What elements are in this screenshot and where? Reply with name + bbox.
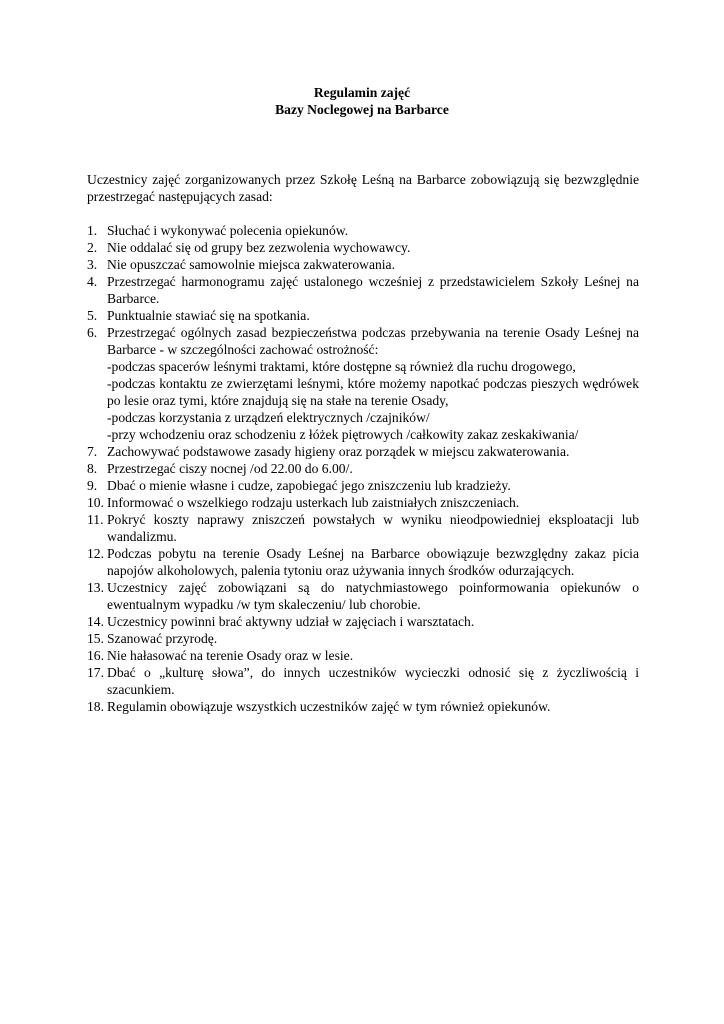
rule-subitem: -podczas kontaktu ze zwierzętami leśnymi, które możemy napotkać podczas pieszych wędrówek po lesie oraz tymi, które znajdują się na stałe na terenie Osady, bbox=[107, 376, 639, 408]
rule-subitem: -podczas korzystania z urządzeń elektrycznych /czajników/ bbox=[107, 410, 430, 425]
rule-number: 2. bbox=[87, 240, 98, 255]
rule-text: Słuchać i wykonywać polecenia opiekunów. bbox=[107, 223, 349, 238]
rule-item bbox=[87, 443, 639, 460]
rule-item bbox=[87, 273, 639, 307]
rule-text: Punktualnie stawiać się na spotkania. bbox=[107, 308, 310, 323]
rule-subitem: -podczas spacerów leśnymi traktami, które dostępne są również dla ruchu drogowego, bbox=[107, 359, 576, 374]
rule-text: Uczestnicy zajęć zobowiązani są do natychmiastowego poinformowania opiekunów o ewentualnym wypadku /w tym skaleczeniu/ lub chorobie. bbox=[107, 580, 639, 612]
rule-text: Przestrzegać ciszy nocnej /od 22.00 do 6.00/. bbox=[107, 461, 353, 476]
rule-number: 8. bbox=[87, 461, 98, 476]
rule-item bbox=[87, 256, 639, 273]
rule-text: Zachowywać podstawowe zasady higieny oraz porządek w miejscu zakwaterowania. bbox=[107, 444, 570, 459]
rule-text: Uczestnicy powinni brać aktywny udział w zajęciach i warsztatach. bbox=[107, 614, 475, 629]
rule-text: Nie oddalać się od grupy bez zezwolenia wychowawcy. bbox=[107, 240, 411, 255]
rule-number: 11. bbox=[87, 512, 104, 527]
rule-item bbox=[87, 613, 639, 630]
rule-number: 14. bbox=[87, 614, 104, 629]
rule-item bbox=[87, 664, 639, 698]
rule-item bbox=[87, 477, 639, 494]
rule-item bbox=[87, 579, 639, 613]
rule-text: Dbać o „kulturę słowa”, do innych uczestników wycieczki odnosić się z życzliwością i szacunkiem. bbox=[107, 665, 639, 697]
rule-text: Regulamin obowiązuje wszystkich uczestników zajęć w tym również opiekunów. bbox=[107, 699, 551, 714]
rule-number: 5. bbox=[87, 308, 98, 323]
rule-number: 15. bbox=[87, 631, 104, 646]
rule-number: 4. bbox=[87, 274, 98, 289]
document-subtitle: Bazy Noclegowej na Barbarce bbox=[275, 102, 449, 117]
rule-item bbox=[87, 630, 639, 647]
rule-number: 16. bbox=[87, 648, 104, 663]
rule-text: Pokryć koszty naprawy zniszczeń powstałych w wyniku nieodpowiedniej eksploatacji lub wandalizmu. bbox=[107, 512, 639, 544]
rule-item bbox=[87, 511, 639, 545]
rule-number: 6. bbox=[87, 325, 98, 340]
rule-text: Nie hałasować na terenie Osady oraz w lesie. bbox=[107, 648, 354, 663]
rule-item bbox=[87, 460, 639, 477]
intro-paragraph: Uczestnicy zajęć zorganizowanych przez Szkołę Leśną na Barbarce zobowiązują się bezwzględnie przestrzegać następujących zasad: bbox=[87, 172, 639, 204]
rule-text: Szanować przyrodę. bbox=[107, 631, 218, 646]
rule-number: 18. bbox=[87, 699, 104, 714]
document-title: Regulamin zajęć bbox=[313, 85, 411, 100]
rule-text: Dbać o mienie własne i cudze, zapobiegać jego zniszczeniu lub kradzieży. bbox=[107, 478, 511, 493]
rule-item bbox=[87, 494, 639, 511]
rules-list bbox=[87, 222, 639, 715]
rule-item bbox=[87, 545, 639, 579]
rule-text: Przestrzegać harmonogramu zajęć ustalonego wcześniej z przedstawicielem Szkoły Leśnej na Barbarce. bbox=[107, 274, 639, 306]
rule-number: 12. bbox=[87, 546, 104, 561]
rule-number: 9. bbox=[87, 478, 98, 493]
rule-text: Przestrzegać ogólnych zasad bezpieczeństwa podczas przebywania na terenie Osady Leśnej na Barbarce - w szczególności zachować ostrożność: bbox=[107, 325, 639, 357]
rule-text: Podczas pobytu na terenie Osady Leśnej na Barbarce obowiązuje bezwzględny zakaz picia napojów alkoholowych, palenia tytoniu oraz używania innych środków odurzających. bbox=[107, 546, 639, 578]
rule-number: 1. bbox=[87, 223, 98, 238]
rule-item bbox=[87, 222, 639, 239]
rule-number: 13. bbox=[87, 580, 104, 595]
rule-item bbox=[87, 307, 639, 324]
rule-item bbox=[87, 647, 639, 664]
rule-item bbox=[87, 698, 639, 715]
rule-subitem: -przy wchodzeniu oraz schodzeniu z łóżek piętrowych /całkowity zakaz zeskakiwania/ bbox=[107, 427, 579, 442]
rule-number: 17. bbox=[87, 665, 104, 680]
rule-number: 10. bbox=[87, 495, 104, 510]
rule-item bbox=[87, 239, 639, 256]
rule-item bbox=[87, 324, 639, 443]
rule-number: 7. bbox=[87, 444, 98, 459]
rule-text: Informować o wszelkiego rodzaju usterkach lub zaistniałych zniszczeniach. bbox=[107, 495, 520, 510]
rule-text: Nie opuszczać samowolnie miejsca zakwaterowania. bbox=[107, 257, 395, 272]
rule-number: 3. bbox=[87, 257, 98, 272]
